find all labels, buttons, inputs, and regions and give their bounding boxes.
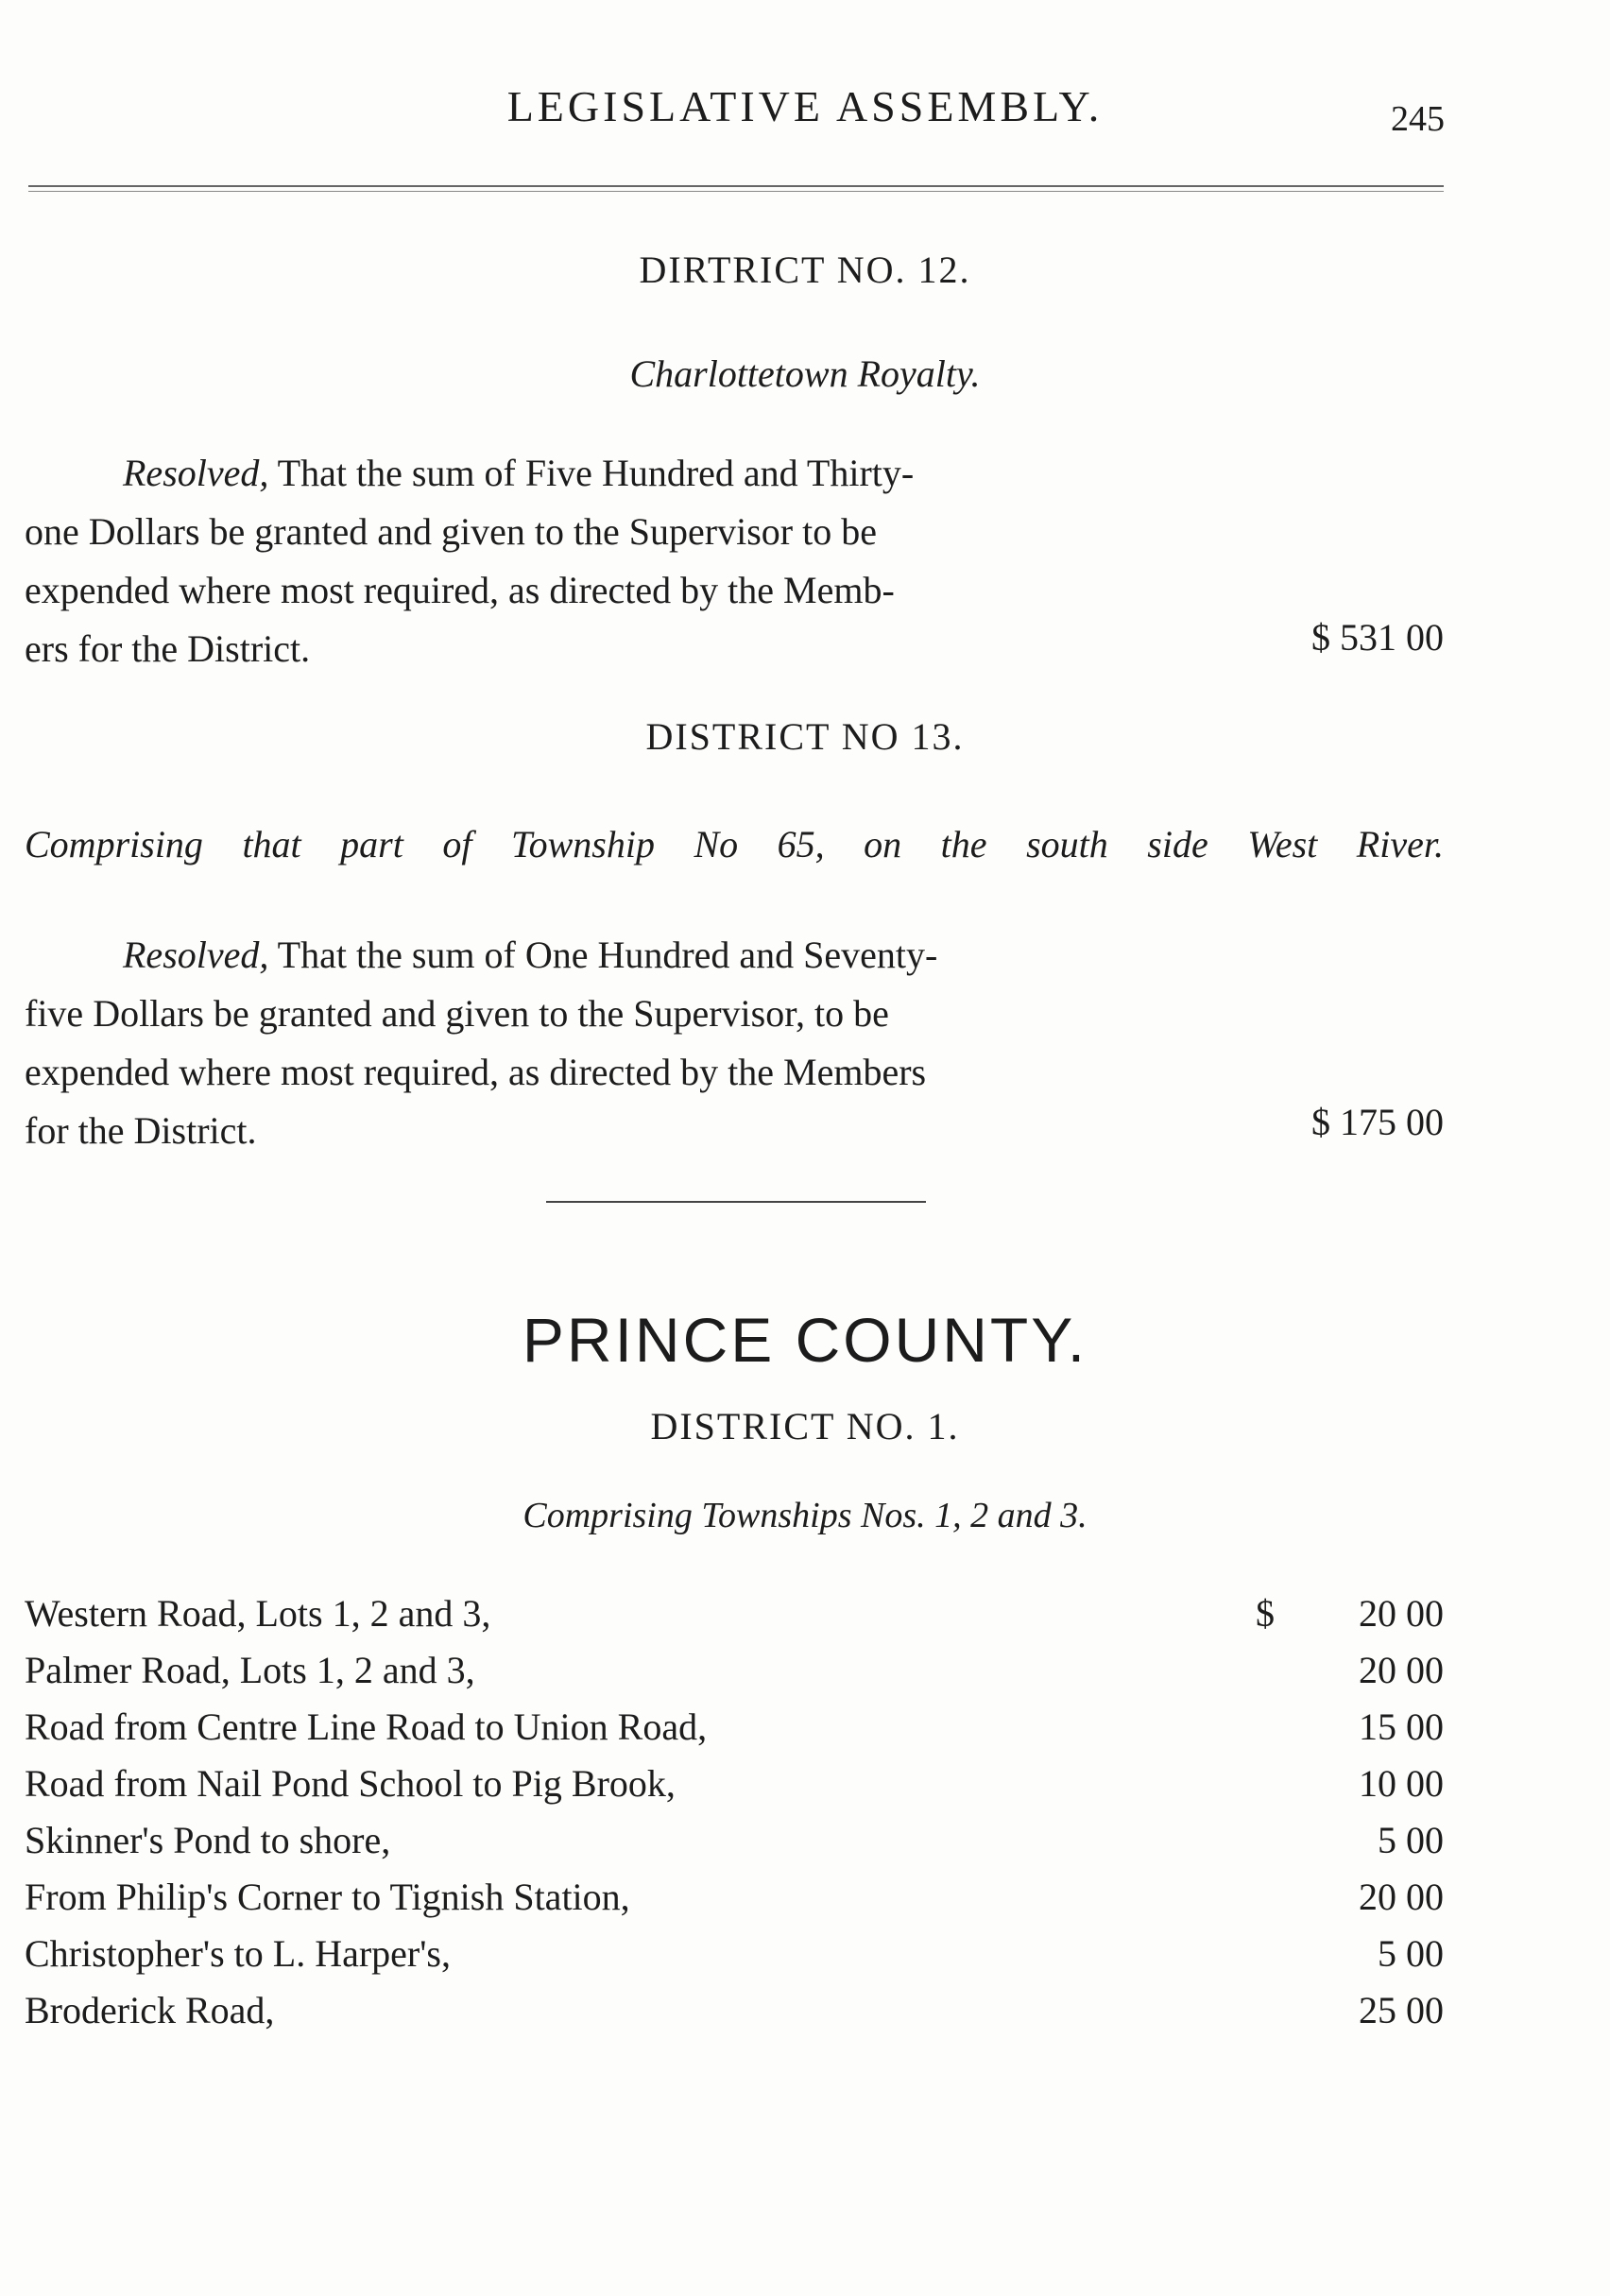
list-item (25, 1812, 1444, 1869)
resolution-line: for the District. (25, 1109, 257, 1152)
road-label: Broderick Road, (25, 1989, 275, 2031)
road-grants-list (25, 1585, 1444, 2039)
district-13-amount: $ 175 00 (1311, 1101, 1444, 1143)
prince-district-1-heading: DISTRICT NO. 1. (650, 1405, 960, 1448)
district-13-resolution (25, 926, 1217, 1160)
header-rule (28, 185, 1444, 192)
section-divider (546, 1201, 926, 1203)
road-label: Skinner's Pond to shore, (25, 1819, 391, 1861)
resolution-line: Resolved, That the sum of Five Hundred and Thirty- (123, 452, 915, 494)
running-head: LEGISLATIVE ASSEMBLY. (506, 82, 1104, 130)
road-amount: 20 00 (1359, 1649, 1444, 1691)
list-item (25, 1699, 1444, 1756)
road-label: Palmer Road, Lots 1, 2 and 3, (25, 1649, 475, 1691)
road-label: Christopher's to L. Harper's, (25, 1932, 451, 1975)
county-title: PRINCE COUNTY. (522, 1305, 1088, 1375)
prince-district-1-subheading: Comprising Townships Nos. 1, 2 and 3. (522, 1496, 1088, 1535)
road-label: Road from Centre Line Road to Union Road, (25, 1705, 708, 1748)
road-amount: 20 00 (1359, 1876, 1444, 1918)
resolution-line: one Dollars be granted and given to the Supervisor to be (25, 510, 877, 553)
district-12-amount: $ 531 00 (1311, 616, 1444, 659)
road-label: From Philip's Corner to Tignish Station, (25, 1876, 630, 1918)
list-item (25, 1982, 1444, 2039)
district-13-heading: DISTRICT NO 13. (645, 715, 965, 758)
resolution-line: expended where most required, as directed by the Members (25, 1051, 927, 1093)
road-amount: 5 00 (1378, 1932, 1444, 1975)
road-amount: 25 00 (1359, 1989, 1444, 2031)
road-label: Western Road, Lots 1, 2 and 3, (25, 1592, 491, 1635)
resolution-line: five Dollars be granted and given to the Supervisor, to be (25, 992, 889, 1035)
district-12-resolution (25, 444, 1217, 678)
road-amount: 5 00 (1378, 1819, 1444, 1861)
list-item (25, 1756, 1444, 1812)
road-label: Road from Nail Pond School to Pig Brook, (25, 1762, 676, 1805)
resolution-line: expended where most required, as directed by the Memb- (25, 569, 895, 611)
page-number: 245 (1391, 99, 1445, 139)
dollar-sign: $ (1256, 1592, 1275, 1635)
list-item (25, 1585, 1444, 1642)
road-amount: 15 00 (1359, 1705, 1444, 1748)
resolution-line: ers for the District. (25, 627, 311, 670)
district-13-subheading: Comprising that part of Township No 65, on the south side West River. (25, 823, 1444, 865)
road-amount: 10 00 (1359, 1762, 1444, 1805)
list-item (25, 1642, 1444, 1699)
resolved-label: Resolved, (123, 452, 269, 494)
list-item (25, 1869, 1444, 1926)
resolution-line: Resolved, That the sum of One Hundred and Seventy- (123, 934, 938, 976)
road-amount: 20 00 (1359, 1592, 1444, 1635)
resolved-label: Resolved, (123, 934, 269, 976)
district-12-heading: DIRTRICT NO. 12. (639, 248, 971, 291)
district-12-subheading: Charlottetown Royalty. (629, 352, 981, 395)
list-item (25, 1926, 1444, 1982)
